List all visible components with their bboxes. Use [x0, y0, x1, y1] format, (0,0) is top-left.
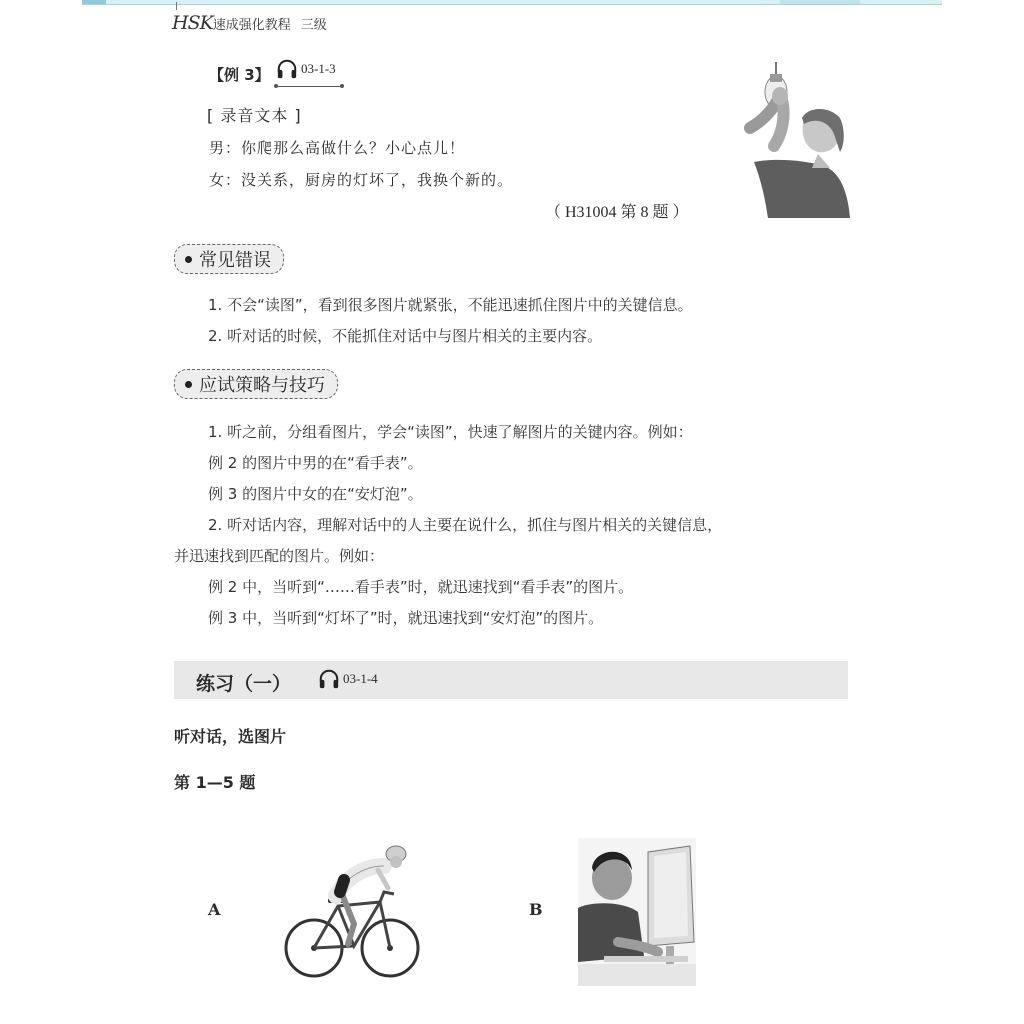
strategy-line: 2. 听对话内容，理解对话中的人主要在说什么，抓住与图片相关的关键信息， [208, 516, 723, 534]
woman-changing-bulb-photo [734, 62, 852, 218]
audio-underline [276, 86, 342, 87]
option-b-label: B [529, 900, 543, 919]
exercise-instruction: 听对话，选图片 [174, 727, 287, 746]
common-error-item: 1. 不会“读图”，看到很多图片就紧张，不能迅速抓住图片中的关键信息。 [208, 296, 693, 314]
exercise-audio-code: 03-1-4 [343, 671, 378, 686]
top-tick-mark [176, 2, 177, 10]
strategy-line: 并迅速找到匹配的图片。例如： [174, 547, 385, 565]
headphones-icon [276, 58, 298, 80]
top-color-bar [82, 0, 942, 5]
strategy-line: 例 2 的图片中男的在“看手表”。 [208, 454, 423, 472]
man-at-computer-photo [578, 838, 696, 986]
headphones-icon [318, 668, 340, 690]
example3-audio[interactable] [276, 58, 336, 80]
dialogue-line-man: 男：你爬那么高做什么？小心点儿！ [209, 139, 466, 157]
strategy-line: 1. 听之前，分组看图片，学会“读图”，快速了解图片的关键内容。例如： [208, 423, 693, 441]
bullet-icon [185, 381, 192, 388]
common-errors-heading [174, 244, 284, 274]
strategy-line: 例 3 的图片中女的在“安灯泡”。 [208, 485, 423, 503]
strategies-title: 应试策略与技巧 [199, 375, 325, 396]
example3-audio-code: 03-1-3 [301, 61, 336, 76]
strategies-heading [174, 369, 338, 399]
strategy-line: 例 2 中，当听到“……看手表”时，就迅速找到“看手表”的图片。 [208, 578, 634, 596]
running-header [172, 12, 327, 34]
dialogue-line-woman: 女：没关系，厨房的灯坏了，我换个新的。 [209, 171, 514, 189]
option-a-label: A [208, 900, 221, 919]
common-error-item: 2. 听对话的时候，不能抓住对话中与图片相关的主要内容。 [208, 327, 603, 345]
header-level: 三级 [300, 18, 327, 33]
exercise-audio[interactable] [318, 668, 378, 690]
example3-label: 【例 3】 [209, 66, 270, 84]
cyclist-photo [284, 836, 420, 986]
header-brand: HSK [172, 12, 213, 34]
question-range: 第 1—5 题 [174, 773, 256, 792]
transcript-heading: [ 录音文本 ] [207, 106, 302, 125]
common-errors-title: 常见错误 [199, 250, 271, 271]
example3-source: （ H31004 第 8 题 ） [545, 204, 689, 221]
header-subtitle: 速成强化教程 [212, 18, 291, 33]
bullet-icon [185, 256, 192, 263]
exercise-title: 练习（一） [196, 673, 292, 695]
strategy-line: 例 3 中，当听到“灯坏了”时，就迅速找到“安灯泡”的图片。 [208, 609, 604, 627]
